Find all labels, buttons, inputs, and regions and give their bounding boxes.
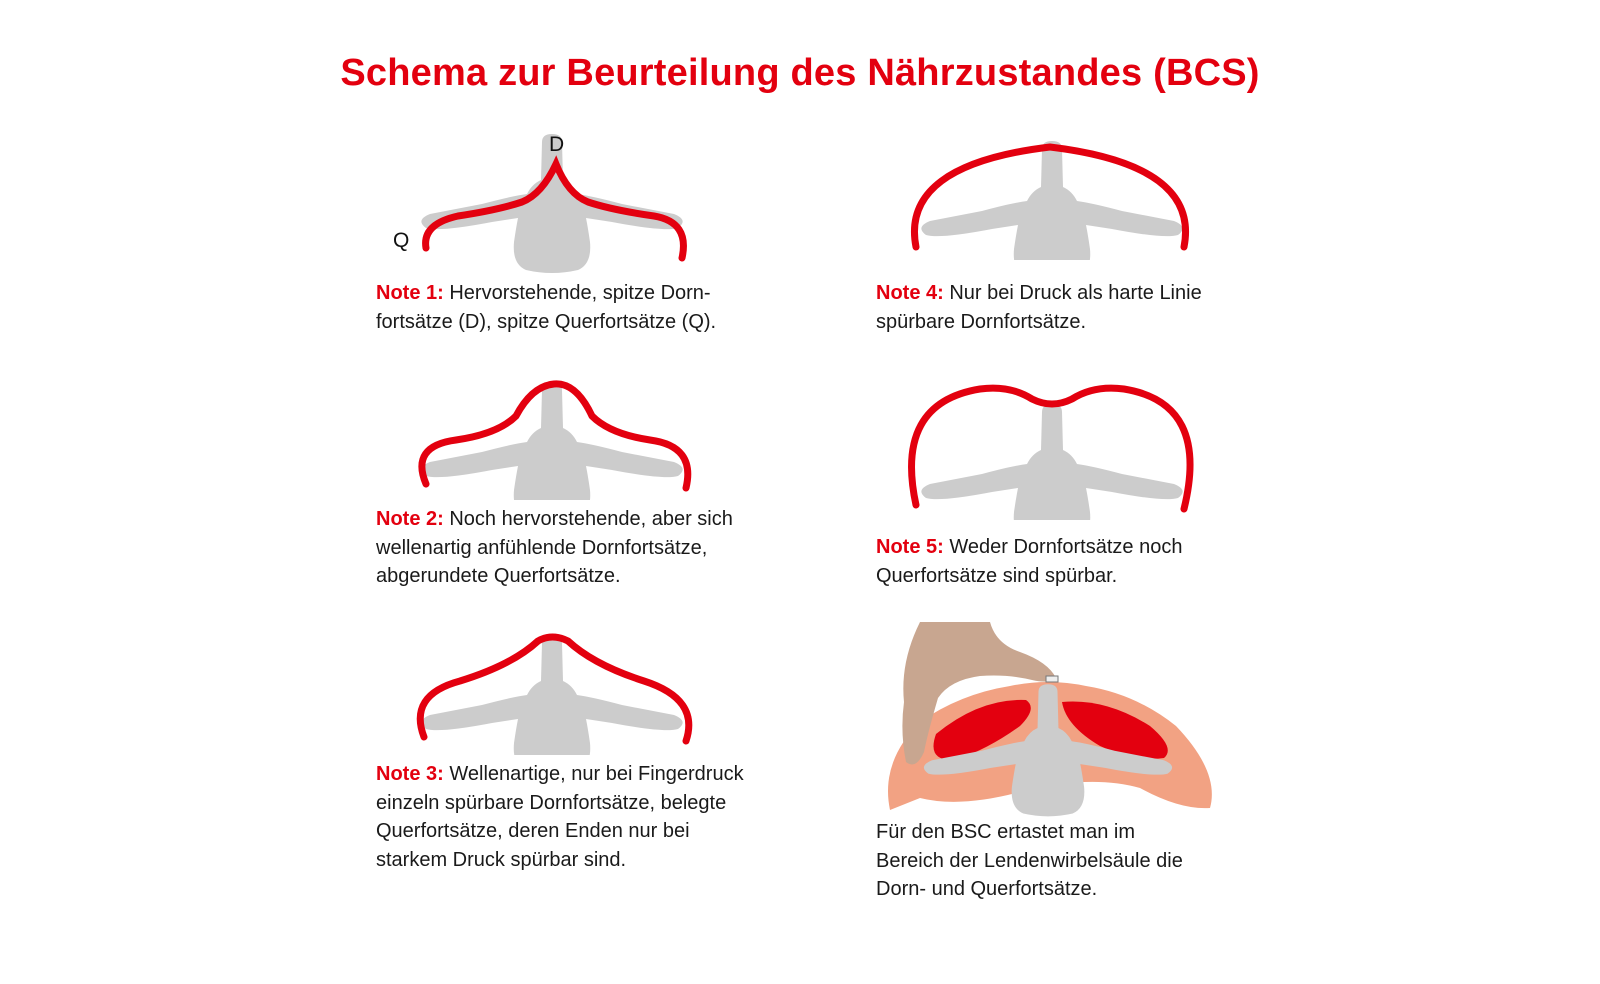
note-2-caption: [376, 505, 756, 591]
page-title: Schema zur Beurteilung des Nährzustandes (BCS): [340, 52, 1260, 94]
bcs-note-5-diagram: [880, 375, 1220, 520]
transverse-process-label: Q: [393, 229, 410, 252]
note-label: Note 1:: [376, 282, 444, 304]
bcs-note-2-diagram: [380, 370, 720, 500]
note-1-caption: [376, 279, 756, 336]
spinous-process-label: D: [549, 133, 565, 156]
bcs-note-3-diagram: [380, 625, 720, 755]
vertebra-shape: [921, 141, 1182, 260]
bcs-note-1-diagram: [380, 128, 720, 278]
vertebra-shape: [921, 404, 1182, 520]
note-label: Note 4:: [876, 282, 944, 304]
note-text: Hervorstehende, spitze Dorn- fortsätze (D), spitze Querfortsätze (Q).: [376, 282, 717, 333]
note-text: Weder Dornfortsätze noch Querfortsätze sind spürbar.: [876, 536, 1183, 587]
fingernail: [1046, 676, 1058, 682]
note-label: Note 2:: [376, 508, 444, 530]
bcs-note-4-diagram: [880, 135, 1220, 260]
palpation-illustration: [880, 622, 1220, 818]
note-text: Noch hervorstehende, aber sich wellenartig anfühlende Dornfortsätze, abgerundete Querfortsätze.: [376, 508, 733, 587]
note-3-caption: [376, 760, 756, 874]
vertebra-shape: [421, 635, 682, 755]
note-5-caption: [876, 533, 1256, 590]
palpation-text: Für den BSC ertastet man im Bereich der Lendenwirbelsäule die Dorn- und Querfortsätze.: [876, 821, 1183, 900]
note-text: Nur bei Druck als harte Linie spürbare Dornfortsätze.: [876, 282, 1202, 333]
note-text: Wellenartige, nur bei Fingerdruck einzeln spürbare Dornfortsätze, belegte Querfortsätze, deren Enden nur bei starkem Druck spürbar sind.: [376, 763, 744, 871]
palpation-caption: [876, 818, 1206, 904]
note-label: Note 5:: [876, 536, 944, 558]
note-4-caption: [876, 279, 1256, 336]
note-label: Note 3:: [376, 763, 444, 785]
